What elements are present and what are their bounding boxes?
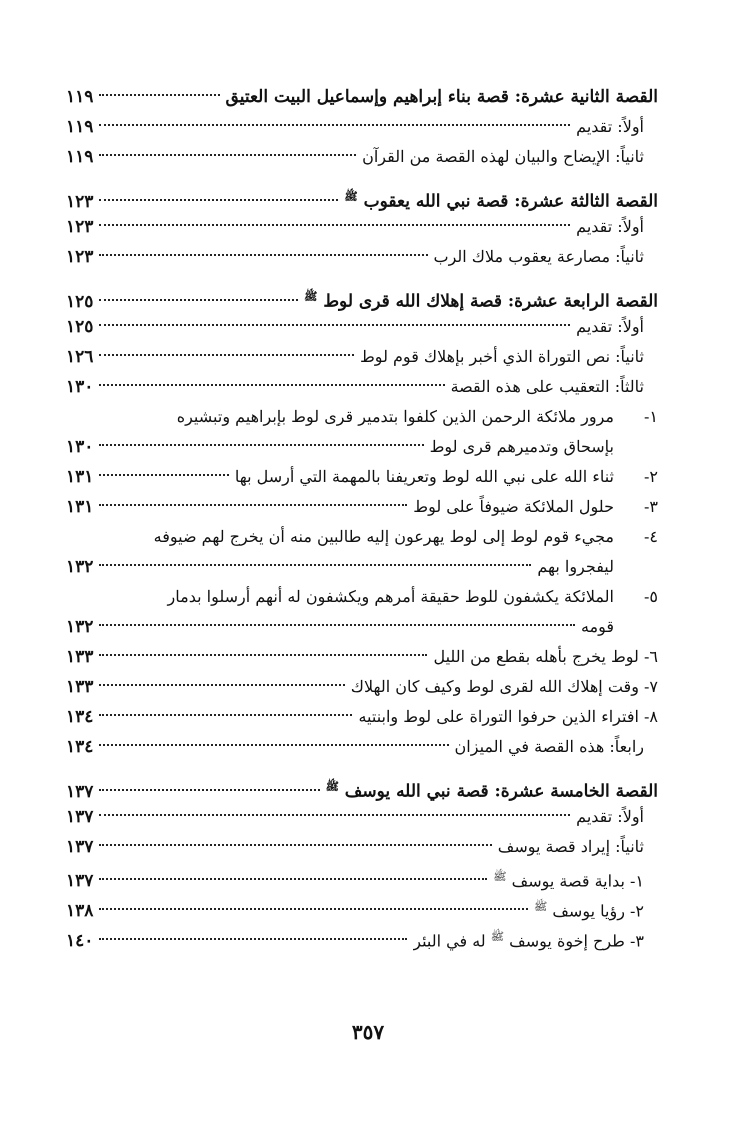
toc-entry[interactable] bbox=[66, 732, 658, 762]
dot-leader bbox=[99, 384, 444, 386]
dot-leader bbox=[99, 684, 344, 686]
dot-leader bbox=[99, 474, 228, 476]
page-number: ١٣٠ bbox=[66, 377, 94, 397]
page-number: ١٢٥ bbox=[66, 317, 94, 337]
dot-leader bbox=[99, 624, 575, 626]
toc-entry-title: أولاً: تقديم bbox=[576, 117, 644, 136]
dot-leader bbox=[99, 908, 528, 910]
toc-heading-title: القصة الخامسة عشرة: قصة نبي الله يوسف $^ﷺ$ bbox=[325, 780, 658, 802]
dot-leader bbox=[99, 844, 491, 846]
dot-leader bbox=[99, 564, 531, 566]
item-number: ٥- bbox=[644, 587, 658, 606]
page-number: ١٣٧ bbox=[66, 807, 94, 827]
dot-leader bbox=[99, 354, 354, 356]
dot-leader bbox=[99, 878, 487, 880]
honorific-glyph: ﷺ bbox=[493, 870, 507, 883]
page-number: ١١٩ bbox=[66, 117, 94, 137]
page-number: ١٢٦ bbox=[66, 347, 94, 367]
toc-heading-story-14[interactable] bbox=[66, 282, 658, 312]
toc-entry-title: أولاً: تقديم bbox=[576, 317, 644, 336]
page-number: ١٢٥ bbox=[66, 291, 94, 312]
page-number: ١٣٧ bbox=[66, 837, 94, 857]
page-number: ١١٩ bbox=[66, 147, 94, 167]
toc-entry-title: الملائكة يكشفون للوط حقيقة أمرهم ويكشفون له أنهم أرسلوا بدمار bbox=[167, 587, 614, 606]
toc-entry[interactable] bbox=[66, 492, 658, 522]
toc-entry[interactable] bbox=[66, 832, 658, 862]
toc-entry[interactable] bbox=[66, 462, 658, 492]
toc-entry[interactable] bbox=[66, 862, 658, 892]
toc-heading-title: القصة الثالثة عشرة: قصة نبي الله يعقوب $^ﷺ$ bbox=[344, 190, 658, 212]
toc-entry-title: ٢- رؤيا يوسف $^ﷺ$ bbox=[533, 900, 644, 921]
page-number: ١٣١ bbox=[66, 497, 94, 517]
honorific-glyph: ﷺ bbox=[490, 930, 505, 943]
toc-heading-story-12[interactable] bbox=[66, 82, 658, 112]
dot-leader bbox=[99, 938, 407, 940]
dot-leader bbox=[99, 744, 448, 746]
toc-heading-story-13[interactable] bbox=[66, 182, 658, 212]
honorific-glyph: ﷺ bbox=[325, 780, 339, 793]
dot-leader bbox=[99, 814, 570, 816]
item-number: ١- bbox=[644, 407, 658, 426]
dot-leader bbox=[99, 299, 298, 301]
page-number: ١٢٣ bbox=[66, 217, 94, 237]
toc-entry-title: أولاً: تقديم bbox=[576, 217, 644, 236]
toc-entry[interactable] bbox=[66, 342, 658, 372]
dot-leader bbox=[99, 714, 352, 716]
page-number: ١٤٠ bbox=[66, 931, 94, 952]
page-number: ١٣٨ bbox=[66, 901, 94, 922]
dot-leader bbox=[99, 224, 570, 226]
toc-entry-title: ثانياً: إيراد قصة يوسف bbox=[497, 837, 644, 856]
page-number: ١٣٣ bbox=[66, 647, 94, 667]
toc-entry-title: ٦- لوط يخرج بأهله بقطع من الليل bbox=[433, 647, 658, 666]
toc-heading-title: القصة الثانية عشرة: قصة بناء إبراهيم وإسماعيل البيت العتيق bbox=[225, 87, 658, 107]
page-number: ١٣٤ bbox=[66, 707, 94, 727]
toc-entry[interactable] bbox=[66, 702, 658, 732]
toc-entry[interactable] bbox=[66, 112, 658, 142]
toc-entry-title: مرور ملائكة الرحمن الذين كلفوا بتدمير قرى لوط بإبراهيم وتبشيره bbox=[176, 407, 614, 426]
honorific-glyph: ﷺ bbox=[304, 290, 318, 303]
dot-leader bbox=[99, 444, 423, 446]
toc-entry[interactable] bbox=[66, 402, 658, 462]
toc-entry-title: حلول الملائكة ضيوفاً على لوط bbox=[413, 497, 614, 516]
item-number: ٤- bbox=[644, 527, 658, 546]
toc-entry-title: ثانياً: نص التوراة الذي أخبر بإهلاك قوم لوط bbox=[360, 347, 644, 366]
page-number: ١٣١ bbox=[66, 467, 94, 487]
toc-entry-title: ثانياً: الإيضاح والبيان لهذه القصة من القرآن bbox=[362, 147, 644, 166]
toc-entry[interactable] bbox=[66, 522, 658, 582]
dot-leader bbox=[99, 504, 407, 506]
page-number: ١٢٣ bbox=[66, 191, 94, 212]
page-number: ١٣٤ bbox=[66, 737, 94, 757]
toc-entry-title-cont: بإسحاق وتدميرهم قرى لوط bbox=[429, 437, 614, 456]
toc-entry[interactable] bbox=[66, 672, 658, 702]
toc-entry[interactable] bbox=[66, 892, 658, 922]
toc-entry[interactable] bbox=[66, 242, 658, 272]
item-number: ٢- bbox=[644, 467, 658, 486]
toc-heading-story-15[interactable] bbox=[66, 772, 658, 802]
toc-entry-title: ٧- وقت إهلاك الله لقرى لوط وكيف كان الهلاك bbox=[350, 677, 658, 696]
dot-leader bbox=[99, 124, 570, 126]
page-number: ١٣٧ bbox=[66, 871, 94, 892]
toc-entry[interactable] bbox=[66, 642, 658, 672]
toc-entry-title: مجيء قوم لوط إلى لوط يهرعون إليه طالبين منه أن يخرج لهم ضيوفه bbox=[153, 527, 614, 546]
toc-entry-title-cont: ليفجروا بهم bbox=[537, 557, 614, 576]
dot-leader bbox=[99, 654, 427, 656]
toc-entry-title: ثانياً: مصارعة يعقوب ملاك الرب bbox=[433, 247, 644, 266]
dot-leader bbox=[99, 324, 570, 326]
dot-leader bbox=[99, 254, 427, 256]
page-number: ١٣٧ bbox=[66, 781, 94, 802]
page-number: ١٣٢ bbox=[66, 617, 94, 637]
toc-entry[interactable] bbox=[66, 582, 658, 642]
dot-leader bbox=[99, 94, 219, 96]
item-number: ٣- bbox=[644, 497, 658, 516]
page-footer-number: ٣٥٧ bbox=[351, 1020, 385, 1044]
toc-heading-title: القصة الرابعة عشرة: قصة إهلاك الله قرى لوط $^ﷺ$ bbox=[304, 290, 658, 312]
table-of-contents bbox=[66, 82, 658, 952]
toc-entry-title: أولاً: تقديم bbox=[576, 807, 644, 826]
page-number: ١٣٠ bbox=[66, 437, 94, 457]
toc-entry[interactable] bbox=[66, 142, 658, 172]
dot-leader bbox=[99, 199, 338, 201]
toc-entry-title: ثالثاً: التعقيب على هذه القصة bbox=[450, 377, 644, 396]
page-number: ١٢٣ bbox=[66, 247, 94, 267]
toc-entry-title-cont: قومه bbox=[580, 617, 614, 636]
toc-entry-title: ٣- طرح إخوة يوسف $^ﷺ$ له في البئر bbox=[413, 930, 644, 951]
toc-entry-title: ثناء الله على نبي الله لوط وتعريفنا بالمهمة التي أرسل بها bbox=[234, 467, 614, 486]
dot-leader bbox=[99, 154, 356, 156]
page-number: ١٣٢ bbox=[66, 557, 94, 577]
toc-entry[interactable] bbox=[66, 372, 658, 402]
toc-entry[interactable] bbox=[66, 922, 658, 952]
page-number: ١١٩ bbox=[66, 87, 94, 107]
toc-entry-title: ٨- افتراء الذين حرفوا التوراة على لوط وابنتيه bbox=[358, 707, 658, 726]
page-number: ١٣٣ bbox=[66, 677, 94, 697]
honorific-glyph: ﷺ bbox=[344, 190, 358, 203]
toc-entry-title: ١- بداية قصة يوسف $^ﷺ$ bbox=[493, 870, 644, 891]
honorific-glyph: ﷺ bbox=[533, 900, 548, 913]
dot-leader bbox=[99, 789, 319, 791]
toc-entry-title: رابعاً: هذه القصة في الميزان bbox=[454, 737, 644, 756]
